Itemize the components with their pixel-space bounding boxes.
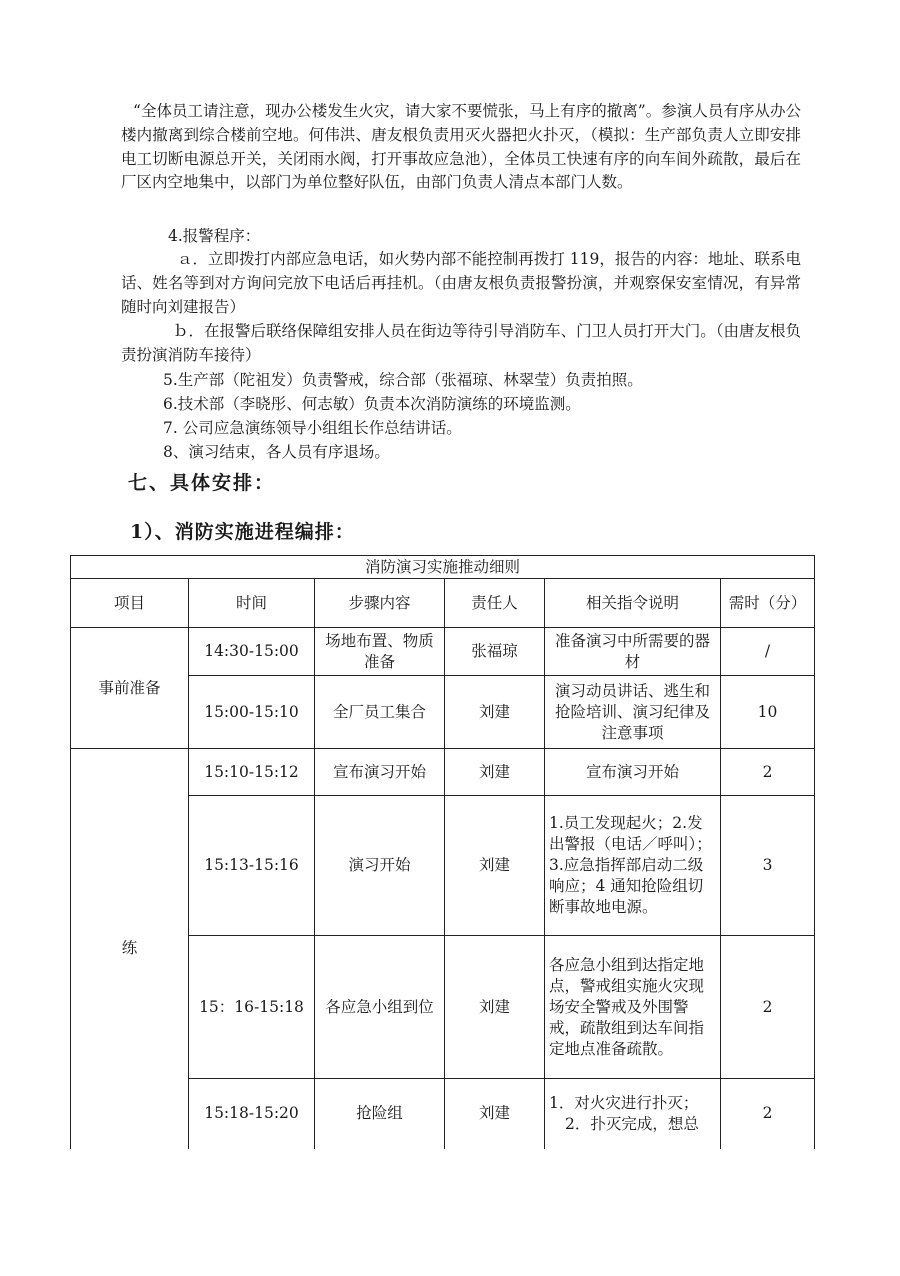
note-line: 2．扑灭完成，想总 bbox=[565, 1114, 699, 1133]
cell-note bbox=[545, 1079, 721, 1149]
paragraph-evacuation: “全体员工请注意，现办公楼发生火灾，请大家不要慌张，马上有序的撤离”。参演人员有序从办公楼内撤离到综合楼前空地。何伟洪、唐友根负责用灭火器把火扑灭，（模拟：生产部负责人立即安排电工切断电源总开关，关闭雨水阀，打开事故应急池），全体员工快速有序的向车间外疏散，最后在厂区内空地集中，以部门为单位整好队伍，由部门负责人清点本部门人数。 bbox=[121, 102, 801, 192]
cell-minutes: 2 bbox=[721, 1079, 815, 1149]
table-header-row bbox=[71, 579, 815, 628]
table-title-row bbox=[71, 556, 815, 579]
table-title: 消防演习实施推动细则 bbox=[71, 556, 815, 579]
cell-note: 1.员工发现起火；2.发出警报（电话／呼叫）；3.应急指挥部启动二级响应；4 通知抢险组切断事故地电源。 bbox=[545, 796, 721, 936]
cell-note: 准备演习中所需要的器材 bbox=[545, 628, 721, 676]
header-step: 步骤内容 bbox=[315, 579, 445, 628]
item-7: 7. 公司应急演练领导小组组长作总结讲话。 bbox=[163, 419, 462, 437]
cell-time: 15:10-15:12 bbox=[189, 749, 315, 796]
cell-owner: 刘建 bbox=[445, 676, 545, 749]
cell-owner: 刘建 bbox=[445, 749, 545, 796]
cell-minutes: 2 bbox=[721, 749, 815, 796]
cell-note: 宣布演习开始 bbox=[545, 749, 721, 796]
cell-step: 各应急小组到位 bbox=[315, 936, 445, 1079]
table-row bbox=[71, 749, 815, 796]
table-row bbox=[71, 628, 815, 676]
cell-time: 14:30-15:00 bbox=[189, 628, 315, 676]
cell-owner: 刘建 bbox=[445, 936, 545, 1079]
cell-step: 演习开始 bbox=[315, 796, 445, 936]
cell-time: 15：16-15:18 bbox=[189, 936, 315, 1079]
header-minutes: 需时（分） bbox=[721, 579, 815, 628]
section-7-heading: 七、具体安排： bbox=[128, 472, 276, 494]
cell-owner: 刘建 bbox=[445, 1079, 545, 1149]
header-note: 相关指令说明 bbox=[545, 579, 721, 628]
header-time: 时间 bbox=[189, 579, 315, 628]
cell-time: 15:18-15:20 bbox=[189, 1079, 315, 1149]
item-5: 5.生产部（陀祖发）负责警戒，综合部（张福琼、林翠莹）负责拍照。 bbox=[163, 371, 643, 389]
cell-minutes: 3 bbox=[721, 796, 815, 936]
cell-minutes: 2 bbox=[721, 936, 815, 1079]
cell-minutes: / bbox=[721, 628, 815, 676]
cell-owner: 张福琼 bbox=[445, 628, 545, 676]
group-name: 事前准备 bbox=[71, 628, 189, 749]
item-8: 8、演习结束，各人员有序退场。 bbox=[163, 443, 390, 461]
cell-step: 全厂员工集合 bbox=[315, 676, 445, 749]
cell-time: 15:00-15:10 bbox=[189, 676, 315, 749]
header-item: 项目 bbox=[71, 579, 189, 628]
item-4-a: ａ．立即拨打内部应急电话，如火势内部不能控制再拨打 119，报告的内容：地址、联系电话、姓名等到对方询问完放下电话后再挂机。（由唐友根负责报警扮演，并观察保安室情况，有异常随时向刘建报告） bbox=[121, 250, 801, 316]
cell-minutes: 10 bbox=[721, 676, 815, 749]
fire-drill-schedule-table bbox=[70, 555, 815, 1149]
item-4-title: 4.报警程序： bbox=[168, 227, 261, 245]
cell-time: 15:13-15:16 bbox=[189, 796, 315, 936]
cell-step: 宣布演习开始 bbox=[315, 749, 445, 796]
note-line: 1．对火灾进行扑灭； bbox=[549, 1093, 699, 1112]
cell-owner: 刘建 bbox=[445, 796, 545, 936]
section-7-subheading: 1）、消防实施进程编排： bbox=[130, 521, 355, 543]
cell-step: 抢险组 bbox=[315, 1079, 445, 1149]
item-4-b: ｂ．在报警后联络保障组安排人员在街边等待引导消防车、门卫人员打开大门。（由唐友根负责扮演消防车接待） bbox=[121, 322, 801, 364]
cell-note: 各应急小组到达指定地点，警戒组实施火灾现场安全警戒及外围警戒，疏散组到达车间指定地点准备疏散。 bbox=[545, 936, 721, 1079]
cell-note: 演习动员讲话、逃生和抢险培训、演习纪律及注意事项 bbox=[545, 676, 721, 749]
group-name: 练 bbox=[71, 749, 189, 1149]
item-6: 6.技术部（李晓彤、何志敏）负责本次消防演练的环境监测。 bbox=[163, 395, 581, 413]
header-owner: 责任人 bbox=[445, 579, 545, 628]
cell-step: 场地布置、物质准备 bbox=[315, 628, 445, 676]
